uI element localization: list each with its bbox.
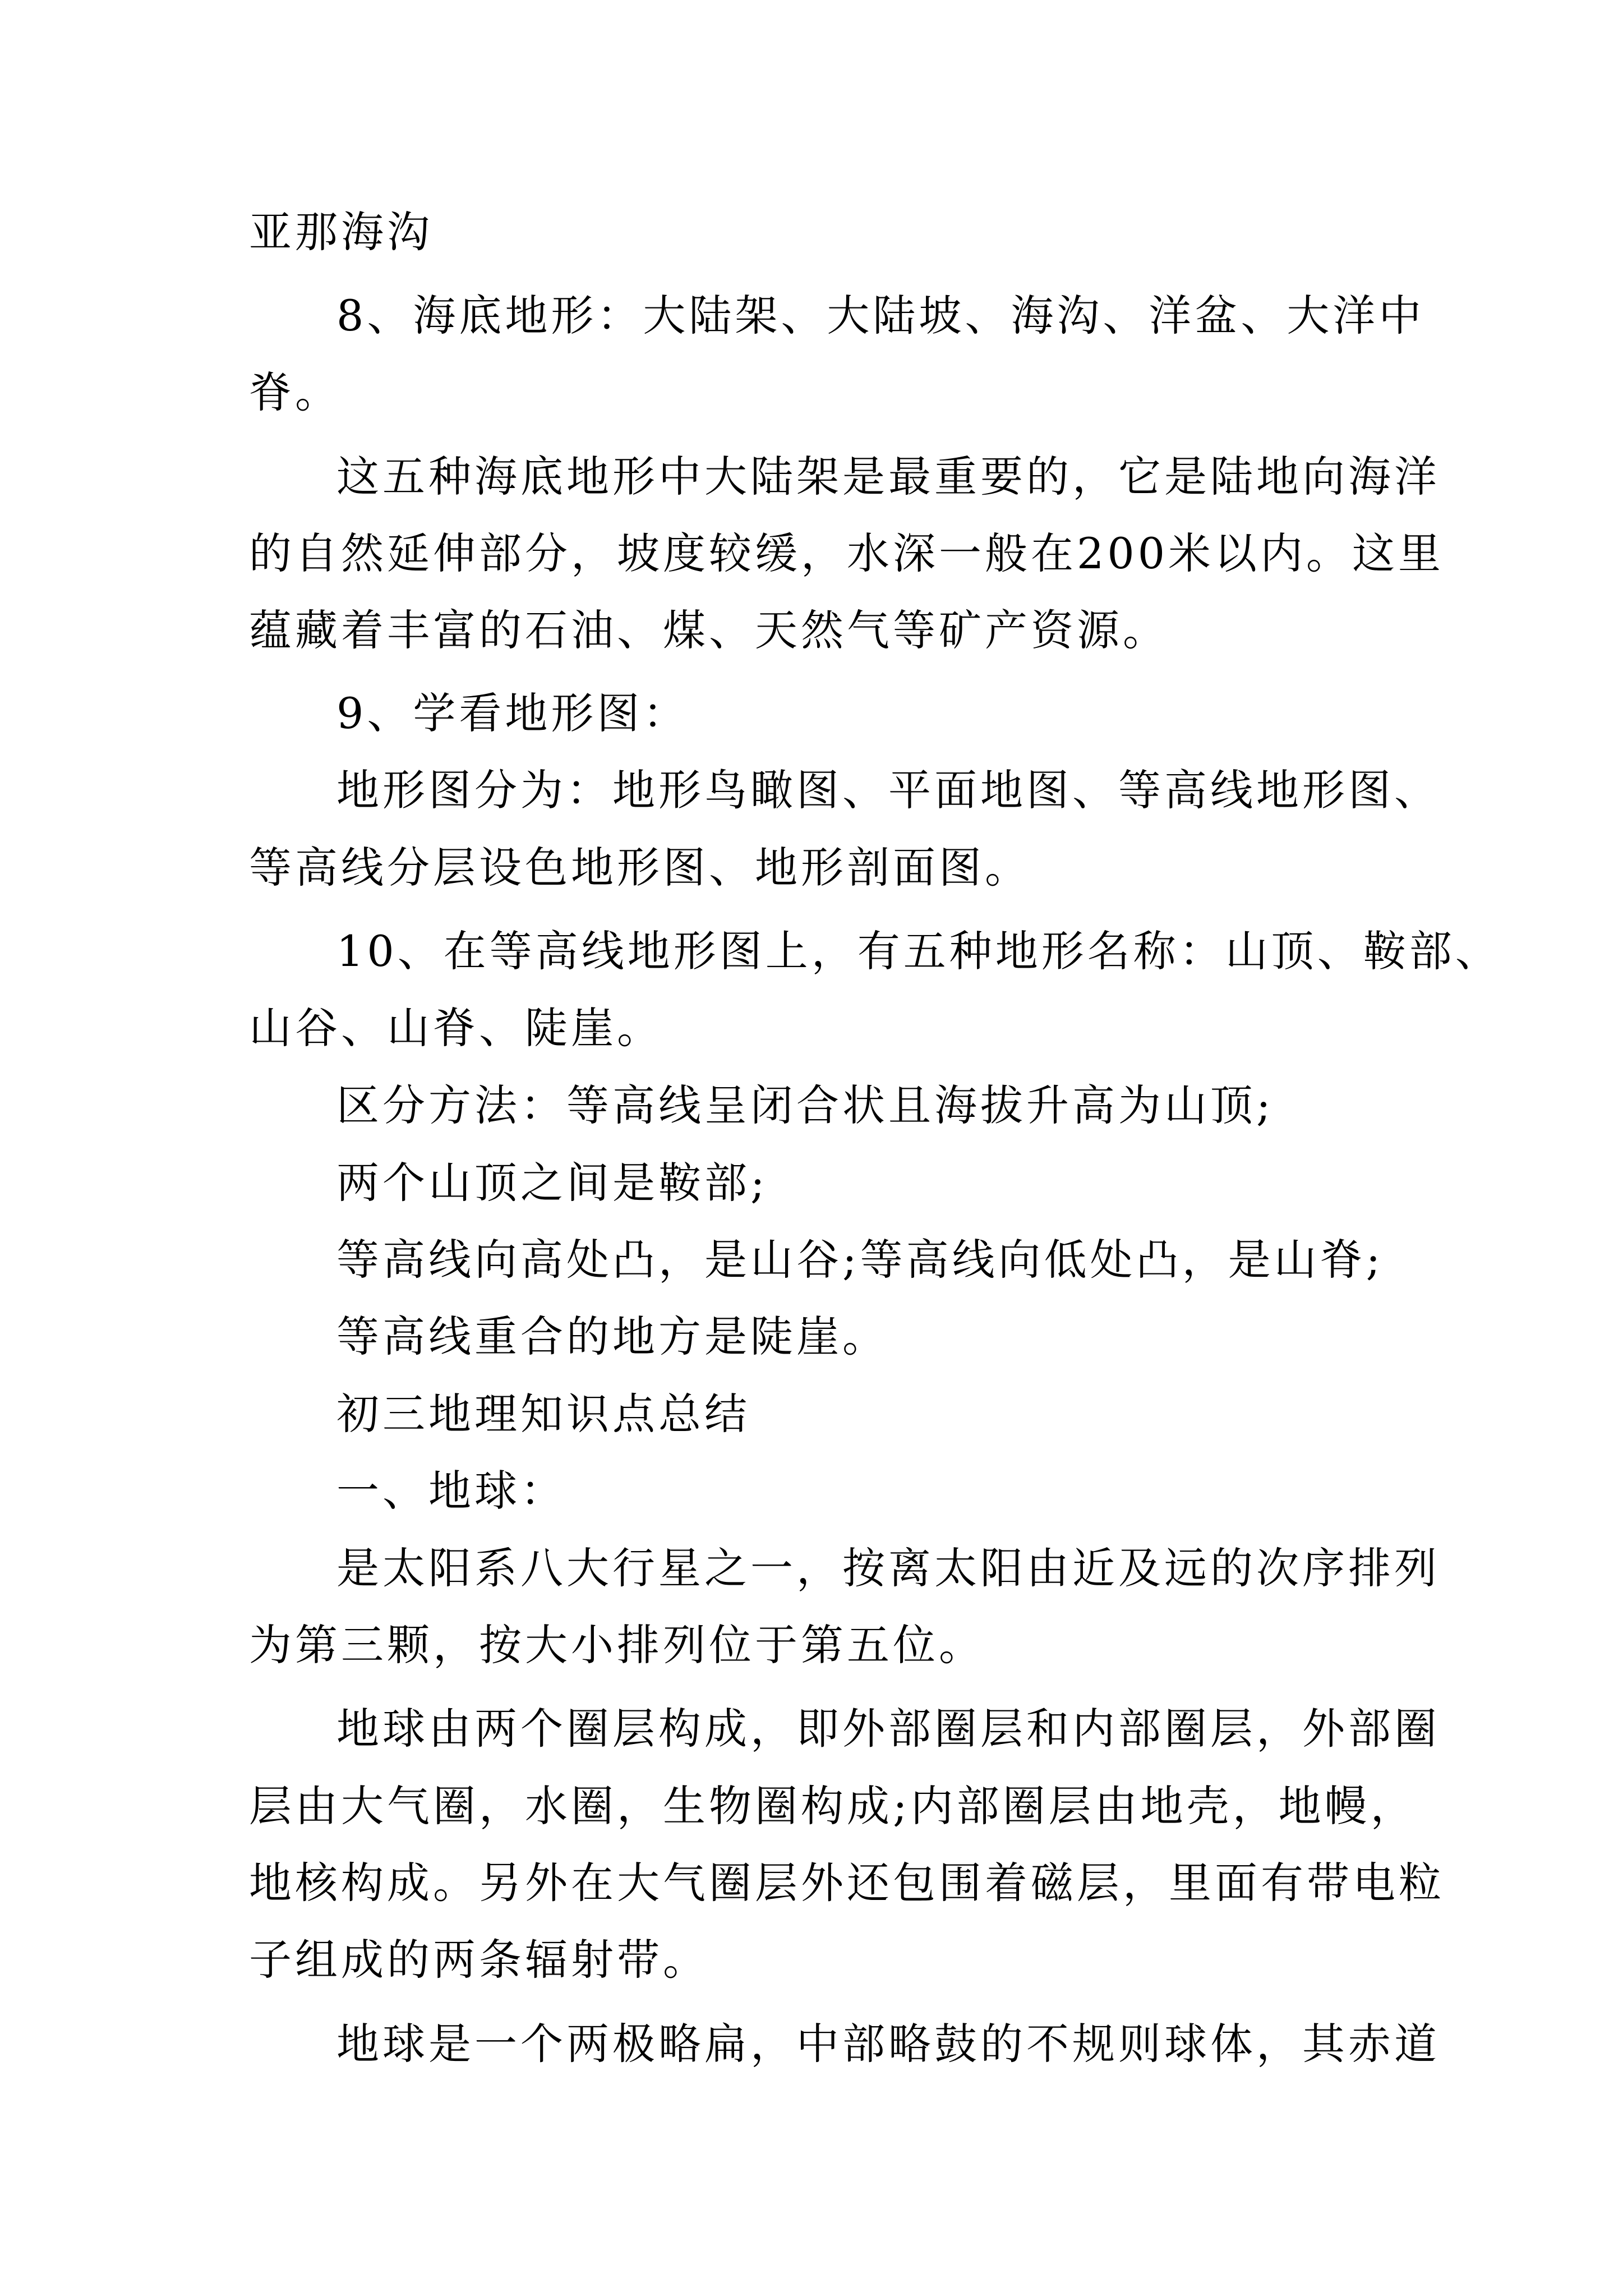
- text-line: 等高线向高处凸，是山谷;等高线向低处凸，是山脊;: [336, 1235, 1384, 1285]
- text-line: 蕴藏着丰富的石油、煤、天然气等矿产资源。: [249, 605, 1169, 655]
- text-line: 等高线分层设色地形图、地形剖面图。: [249, 843, 1031, 892]
- text-line: 地球是一个两极略扁，中部略鼓的不规则球体，其赤道: [336, 2019, 1440, 2069]
- text-line: 层由大气圈，水圈，生物圈构成;内部圈层由地壳，地幔，: [249, 1781, 1417, 1831]
- text-line: 的自然延伸部分，坡度较缓，水深一般在200米以内。这里: [249, 528, 1445, 578]
- text-line: 山谷、山脊、陡崖。: [249, 1003, 663, 1053]
- text-line: 10、在等高线地形图上，有五种地形名称：山顶、鞍部、: [336, 926, 1501, 976]
- text-line: 等高线重合的地方是陡崖。: [336, 1312, 888, 1361]
- text-line: 亚那海沟: [249, 207, 433, 257]
- text-line: 地形图分为：地形鸟瞰图、平面地图、等高线地形图、: [336, 765, 1440, 815]
- text-line: 8、海底地形：大陆架、大陆坡、海沟、洋盆、大洋中: [336, 291, 1425, 341]
- text-line: 9、学看地形图：: [336, 688, 689, 738]
- text-line: 子组成的两条辐射带。: [249, 1935, 709, 1985]
- text-line: 地球由两个圈层构成，即外部圈层和内部圈层，外部圈: [336, 1704, 1440, 1754]
- text-line: 初三地理知识点总结: [336, 1389, 750, 1439]
- text-line: 一、地球：: [336, 1466, 566, 1516]
- text-line: 区分方法：等高线呈闭合状且海拔升高为山顶;: [336, 1080, 1274, 1130]
- text-line: 为第三颗，按大小排列位于第五位。: [249, 1620, 985, 1670]
- text-line: 是太阳系八大行星之一，按离太阳由近及远的次序排列: [336, 1543, 1440, 1593]
- text-line: 地核构成。另外在大气圈层外还包围着磁层，里面有带电粒: [249, 1858, 1445, 1908]
- text-line: 这五种海底地形中大陆架是最重要的，它是陆地向海洋: [336, 452, 1440, 501]
- text-line: 脊。: [249, 367, 341, 417]
- text-line: 两个山顶之间是鞍部;: [336, 1158, 768, 1208]
